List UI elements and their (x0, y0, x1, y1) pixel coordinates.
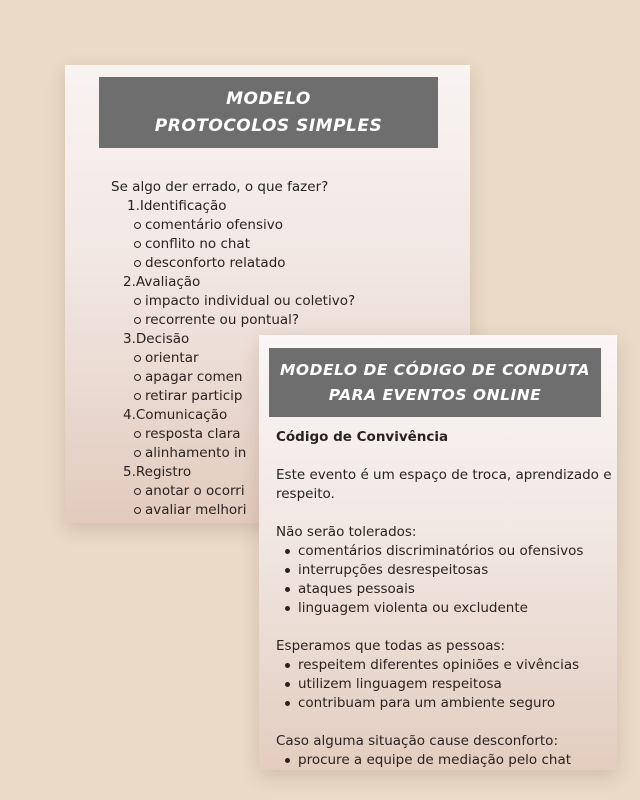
list-item: alinhamento in (111, 444, 470, 463)
conduct-title-line1: MODELO DE CÓDIGO DE CONDUTA (280, 360, 590, 379)
list-item: interrupções desrespeitosas (276, 561, 611, 580)
list-item: resposta clara (111, 425, 470, 444)
conduct-card (259, 335, 617, 770)
conduct-title-banner (269, 348, 601, 417)
step-registro: 5.Registro (123, 464, 192, 480)
conduct-title-line2: PARA EVENTOS ONLINE (328, 385, 542, 404)
list-item: procure a equipe de mediação pelo chat (276, 751, 611, 770)
list-item: retirar particip (111, 387, 470, 406)
list-item: conflito no chat (111, 235, 470, 254)
step-avaliacao: 2.Avaliação (123, 274, 201, 290)
list-item: ataques pessoais (276, 580, 611, 599)
conduct-intro-line1: Este evento é um espaço de troca, aprendizado e (276, 467, 612, 483)
list-item: comentários discriminatórios ou ofensivos (276, 542, 611, 561)
list-item: linguagem violenta ou excludente (276, 599, 611, 618)
conduct-intro-line2: respeito. (276, 486, 335, 502)
list-item: contribuam para um ambiente seguro (276, 694, 611, 713)
conduct-heading: Código de Convivência (276, 429, 449, 445)
list-item: impacto individual ou coletivo? (111, 292, 470, 311)
list-item: utilizem linguagem respeitosa (276, 675, 611, 694)
list-item: anotar o ocorri (111, 482, 470, 501)
step-identificacao: 1.Identificação (127, 198, 227, 214)
list-item: respeitem diferentes opiniões e vivências (276, 656, 611, 675)
discomfort-label: Caso alguma situação cause desconforto: (276, 733, 558, 749)
protocol-title-line1: MODELO (226, 88, 311, 109)
list-item: apagar comen (111, 368, 470, 387)
list-item: comentário ofensivo (111, 216, 470, 235)
conduct-body (276, 428, 611, 770)
expect-label: Esperamos que todas as pessoas: (276, 638, 506, 654)
list-item: recorrente ou pontual? (111, 311, 470, 330)
list-item: orientar (111, 349, 470, 368)
protocol-title-line2: PROTOCOLOS SIMPLES (154, 115, 383, 136)
list-item: avaliar melhori (111, 501, 470, 520)
list-item: desconforto relatado (111, 254, 470, 273)
step-comunicacao: 4.Comunicação (123, 407, 228, 423)
protocol-intro: Se algo der errado, o que fazer? (111, 179, 329, 195)
step-decisao: 3.Decisão (123, 331, 190, 347)
not-tolerated-label: Não serão tolerados: (276, 524, 417, 540)
protocol-title-banner (99, 77, 438, 148)
